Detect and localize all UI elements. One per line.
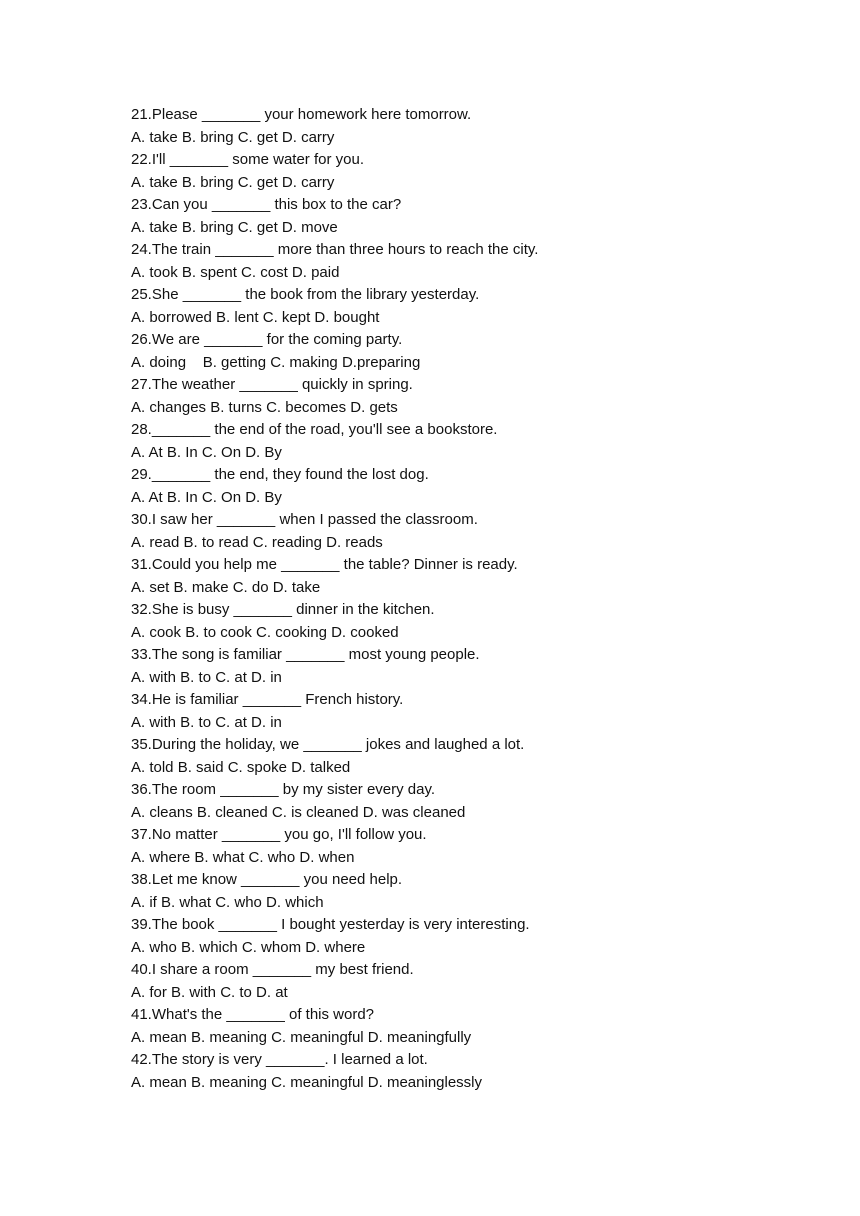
question-stem: 37.No matter _______ you go, I'll follow you.	[131, 826, 427, 843]
question-stem: 35.During the holiday, we _______ jokes and laughed a lot.	[131, 736, 525, 753]
question-stem: 28._______ the end of the road, you'll see a bookstore.	[131, 421, 498, 438]
question-options: A. told B. said C. spoke D. talked	[131, 758, 351, 776]
question-options: A. set B. make C. do D. take	[131, 578, 321, 596]
question-options: A. cleans B. cleaned C. is cleaned D. was cleaned	[131, 803, 466, 821]
question-options: A. where B. what C. who D. when	[131, 848, 355, 866]
question-options: A. mean B. meaning C. meaningful D. meaningfully	[131, 1028, 472, 1046]
question-stem: 34.He is familiar _______ French history.	[131, 691, 404, 708]
question-options: A. borrowed B. lent C. kept D. bought	[131, 308, 380, 326]
question-stem: 24.The train _______ more than three hours to reach the city.	[131, 241, 539, 258]
question-options: A. doing B. getting C. making D.preparing	[131, 353, 421, 371]
question-stem: 30.I saw her _______ when I passed the classroom.	[131, 511, 478, 528]
question-stem: 26.We are _______ for the coming party.	[131, 331, 403, 348]
question-stem: 42.The story is very _______. I learned a lot.	[131, 1051, 428, 1068]
question-options: A. take B. bring C. get D. carry	[131, 173, 335, 191]
question-stem: 31.Could you help me _______ the table? Dinner is ready.	[131, 556, 518, 573]
question-stem: 38.Let me know _______ you need help.	[131, 871, 403, 888]
question-stem: 36.The room _______ by my sister every day.	[131, 781, 436, 798]
question-stem: 27.The weather _______ quickly in spring.	[131, 376, 413, 393]
question-options: A. for B. with C. to D. at	[131, 983, 288, 1001]
question-stem: 33.The song is familiar _______ most young people.	[131, 646, 480, 663]
question-stem: 41.What's the _______ of this word?	[131, 1006, 375, 1023]
question-options: A. with B. to C. at D. in	[131, 668, 282, 686]
question-stem: 22.I'll _______ some water for you.	[131, 151, 364, 168]
question-stem: 29._______ the end, they found the lost dog.	[131, 466, 429, 483]
question-options: A. changes B. turns C. becomes D. gets	[131, 398, 398, 416]
question-list	[131, 104, 811, 1094]
question-options: A. read B. to read C. reading D. reads	[131, 533, 383, 551]
question-stem: 23.Can you _______ this box to the car?	[131, 196, 402, 213]
question-options: A. who B. which C. whom D. where	[131, 938, 366, 956]
question-options: A. take B. bring C. get D. move	[131, 218, 338, 236]
question-options: A. if B. what C. who D. which	[131, 893, 324, 911]
question-options: A. took B. spent C. cost D. paid	[131, 263, 340, 281]
question-options: A. At B. In C. On D. By	[131, 443, 282, 461]
question-options: A. with B. to C. at D. in	[131, 713, 282, 731]
question-options: A. mean B. meaning C. meaningful D. meaninglessly	[131, 1073, 483, 1091]
question-stem: 40.I share a room _______ my best friend.	[131, 961, 414, 978]
question-stem: 39.The book _______ I bought yesterday is very interesting.	[131, 916, 530, 933]
question-stem: 32.She is busy _______ dinner in the kitchen.	[131, 601, 435, 618]
question-options: A. At B. In C. On D. By	[131, 488, 282, 506]
question-options: A. cook B. to cook C. cooking D. cooked	[131, 623, 399, 641]
question-stem: 21.Please _______ your homework here tomorrow.	[131, 106, 472, 123]
question-stem: 25.She _______ the book from the library yesterday.	[131, 286, 480, 303]
question-options: A. take B. bring C. get D. carry	[131, 128, 335, 146]
